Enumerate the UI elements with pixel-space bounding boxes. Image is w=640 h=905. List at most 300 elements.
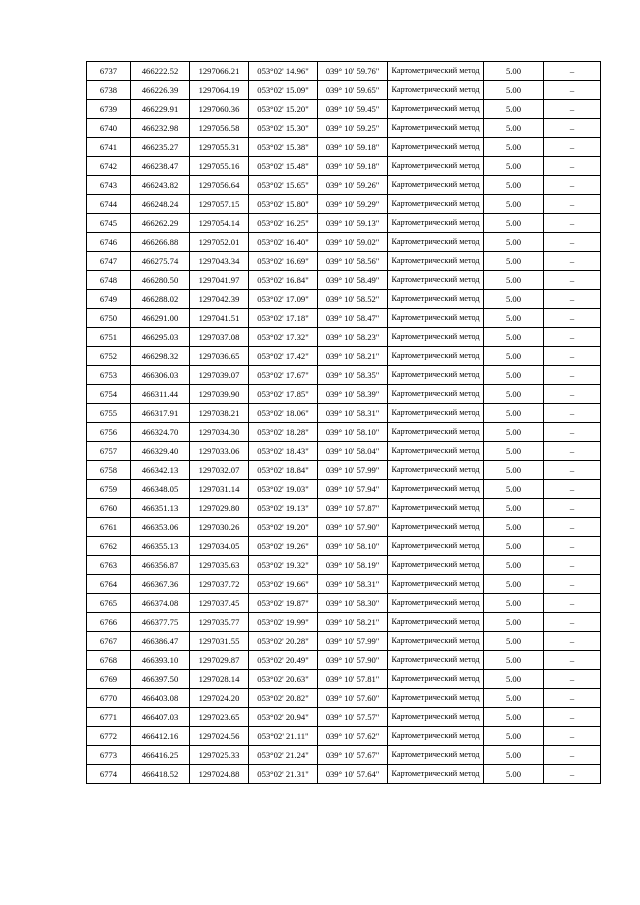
latitude-cell: 053°02' 17.85" bbox=[249, 385, 318, 404]
precision-cell: 5.00 bbox=[484, 537, 544, 556]
x-coordinate-cell: 466288.02 bbox=[131, 290, 190, 309]
dash-cell: – bbox=[544, 157, 601, 176]
point-number-cell: 6758 bbox=[87, 461, 131, 480]
point-number-cell: 6749 bbox=[87, 290, 131, 309]
precision-cell: 5.00 bbox=[484, 233, 544, 252]
longitude-cell: 039° 10' 57.94" bbox=[318, 480, 388, 499]
latitude-cell: 053°02' 16.25" bbox=[249, 214, 318, 233]
longitude-cell: 039° 10' 57.60" bbox=[318, 689, 388, 708]
dash-cell: – bbox=[544, 689, 601, 708]
longitude-cell: 039° 10' 59.26" bbox=[318, 176, 388, 195]
y-coordinate-cell: 1297025.33 bbox=[190, 746, 249, 765]
point-number-cell: 6770 bbox=[87, 689, 131, 708]
x-coordinate-cell: 466412.16 bbox=[131, 727, 190, 746]
y-coordinate-cell: 1297060.36 bbox=[190, 100, 249, 119]
precision-cell: 5.00 bbox=[484, 575, 544, 594]
dash-cell: – bbox=[544, 252, 601, 271]
x-coordinate-cell: 466248.24 bbox=[131, 195, 190, 214]
x-coordinate-cell: 466351.13 bbox=[131, 499, 190, 518]
method-cell: Картометрический метод bbox=[388, 632, 484, 651]
method-cell: Картометрический метод bbox=[388, 347, 484, 366]
precision-cell: 5.00 bbox=[484, 461, 544, 480]
point-number-cell: 6764 bbox=[87, 575, 131, 594]
latitude-cell: 053°02' 19.20" bbox=[249, 518, 318, 537]
x-coordinate-cell: 466407.03 bbox=[131, 708, 190, 727]
dash-cell: – bbox=[544, 138, 601, 157]
coordinates-table-body bbox=[87, 62, 601, 784]
precision-cell: 5.00 bbox=[484, 271, 544, 290]
longitude-cell: 039° 10' 57.64" bbox=[318, 765, 388, 784]
method-cell: Картометрический метод bbox=[388, 651, 484, 670]
method-cell: Картометрический метод bbox=[388, 556, 484, 575]
dash-cell: – bbox=[544, 233, 601, 252]
method-cell: Картометрический метод bbox=[388, 119, 484, 138]
y-coordinate-cell: 1297037.08 bbox=[190, 328, 249, 347]
table-row bbox=[87, 81, 601, 100]
y-coordinate-cell: 1297033.06 bbox=[190, 442, 249, 461]
latitude-cell: 053°02' 15.30" bbox=[249, 119, 318, 138]
table-row bbox=[87, 765, 601, 784]
longitude-cell: 039° 10' 58.21" bbox=[318, 613, 388, 632]
table-row bbox=[87, 423, 601, 442]
table-row bbox=[87, 366, 601, 385]
precision-cell: 5.00 bbox=[484, 518, 544, 537]
longitude-cell: 039° 10' 58.21" bbox=[318, 347, 388, 366]
dash-cell: – bbox=[544, 594, 601, 613]
point-number-cell: 6753 bbox=[87, 366, 131, 385]
point-number-cell: 6737 bbox=[87, 62, 131, 81]
longitude-cell: 039° 10' 59.18" bbox=[318, 157, 388, 176]
longitude-cell: 039° 10' 59.76" bbox=[318, 62, 388, 81]
y-coordinate-cell: 1297034.05 bbox=[190, 537, 249, 556]
latitude-cell: 053°02' 15.48" bbox=[249, 157, 318, 176]
method-cell: Картометрический метод bbox=[388, 537, 484, 556]
y-coordinate-cell: 1297055.16 bbox=[190, 157, 249, 176]
x-coordinate-cell: 466232.98 bbox=[131, 119, 190, 138]
y-coordinate-cell: 1297028.14 bbox=[190, 670, 249, 689]
point-number-cell: 6742 bbox=[87, 157, 131, 176]
dash-cell: – bbox=[544, 176, 601, 195]
point-number-cell: 6747 bbox=[87, 252, 131, 271]
method-cell: Картометрический метод bbox=[388, 594, 484, 613]
longitude-cell: 039° 10' 58.10" bbox=[318, 423, 388, 442]
longitude-cell: 039° 10' 57.67" bbox=[318, 746, 388, 765]
y-coordinate-cell: 1297056.58 bbox=[190, 119, 249, 138]
latitude-cell: 053°02' 20.28" bbox=[249, 632, 318, 651]
longitude-cell: 039° 10' 59.13" bbox=[318, 214, 388, 233]
precision-cell: 5.00 bbox=[484, 613, 544, 632]
latitude-cell: 053°02' 16.40" bbox=[249, 233, 318, 252]
method-cell: Картометрический метод bbox=[388, 708, 484, 727]
dash-cell: – bbox=[544, 214, 601, 233]
x-coordinate-cell: 466311.44 bbox=[131, 385, 190, 404]
dash-cell: – bbox=[544, 461, 601, 480]
table-row bbox=[87, 100, 601, 119]
y-coordinate-cell: 1297055.31 bbox=[190, 138, 249, 157]
longitude-cell: 039° 10' 58.30" bbox=[318, 594, 388, 613]
method-cell: Картометрический метод bbox=[388, 290, 484, 309]
latitude-cell: 053°02' 20.63" bbox=[249, 670, 318, 689]
latitude-cell: 053°02' 17.32" bbox=[249, 328, 318, 347]
method-cell: Картометрический метод bbox=[388, 252, 484, 271]
table-row bbox=[87, 309, 601, 328]
dash-cell: – bbox=[544, 651, 601, 670]
point-number-cell: 6743 bbox=[87, 176, 131, 195]
latitude-cell: 053°02' 20.94" bbox=[249, 708, 318, 727]
precision-cell: 5.00 bbox=[484, 366, 544, 385]
table-row bbox=[87, 689, 601, 708]
precision-cell: 5.00 bbox=[484, 119, 544, 138]
y-coordinate-cell: 1297037.72 bbox=[190, 575, 249, 594]
x-coordinate-cell: 466348.05 bbox=[131, 480, 190, 499]
dash-cell: – bbox=[544, 537, 601, 556]
table-row bbox=[87, 575, 601, 594]
latitude-cell: 053°02' 17.18" bbox=[249, 309, 318, 328]
precision-cell: 5.00 bbox=[484, 195, 544, 214]
precision-cell: 5.00 bbox=[484, 727, 544, 746]
latitude-cell: 053°02' 21.31" bbox=[249, 765, 318, 784]
longitude-cell: 039° 10' 59.25" bbox=[318, 119, 388, 138]
point-number-cell: 6769 bbox=[87, 670, 131, 689]
longitude-cell: 039° 10' 57.87" bbox=[318, 499, 388, 518]
x-coordinate-cell: 466275.74 bbox=[131, 252, 190, 271]
precision-cell: 5.00 bbox=[484, 62, 544, 81]
point-number-cell: 6745 bbox=[87, 214, 131, 233]
longitude-cell: 039° 10' 57.90" bbox=[318, 518, 388, 537]
table-row bbox=[87, 632, 601, 651]
point-number-cell: 6774 bbox=[87, 765, 131, 784]
x-coordinate-cell: 466416.25 bbox=[131, 746, 190, 765]
x-coordinate-cell: 466291.00 bbox=[131, 309, 190, 328]
dash-cell: – bbox=[544, 81, 601, 100]
latitude-cell: 053°02' 19.66" bbox=[249, 575, 318, 594]
latitude-cell: 053°02' 17.09" bbox=[249, 290, 318, 309]
longitude-cell: 039° 10' 58.31" bbox=[318, 575, 388, 594]
method-cell: Картометрический метод bbox=[388, 575, 484, 594]
y-coordinate-cell: 1297023.65 bbox=[190, 708, 249, 727]
table-row bbox=[87, 176, 601, 195]
point-number-cell: 6772 bbox=[87, 727, 131, 746]
point-number-cell: 6751 bbox=[87, 328, 131, 347]
longitude-cell: 039° 10' 58.49" bbox=[318, 271, 388, 290]
dash-cell: – bbox=[544, 100, 601, 119]
point-number-cell: 6768 bbox=[87, 651, 131, 670]
x-coordinate-cell: 466262.29 bbox=[131, 214, 190, 233]
latitude-cell: 053°02' 18.06" bbox=[249, 404, 318, 423]
y-coordinate-cell: 1297035.63 bbox=[190, 556, 249, 575]
y-coordinate-cell: 1297052.01 bbox=[190, 233, 249, 252]
precision-cell: 5.00 bbox=[484, 328, 544, 347]
precision-cell: 5.00 bbox=[484, 81, 544, 100]
y-coordinate-cell: 1297054.14 bbox=[190, 214, 249, 233]
y-coordinate-cell: 1297066.21 bbox=[190, 62, 249, 81]
table-row bbox=[87, 537, 601, 556]
point-number-cell: 6766 bbox=[87, 613, 131, 632]
y-coordinate-cell: 1297031.14 bbox=[190, 480, 249, 499]
dash-cell: – bbox=[544, 556, 601, 575]
y-coordinate-cell: 1297024.88 bbox=[190, 765, 249, 784]
x-coordinate-cell: 466356.87 bbox=[131, 556, 190, 575]
table-row bbox=[87, 233, 601, 252]
point-number-cell: 6746 bbox=[87, 233, 131, 252]
x-coordinate-cell: 466397.50 bbox=[131, 670, 190, 689]
latitude-cell: 053°02' 17.67" bbox=[249, 366, 318, 385]
method-cell: Картометрический метод bbox=[388, 442, 484, 461]
table-row bbox=[87, 499, 601, 518]
x-coordinate-cell: 466377.75 bbox=[131, 613, 190, 632]
y-coordinate-cell: 1297036.65 bbox=[190, 347, 249, 366]
longitude-cell: 039° 10' 58.52" bbox=[318, 290, 388, 309]
x-coordinate-cell: 466342.13 bbox=[131, 461, 190, 480]
longitude-cell: 039° 10' 57.90" bbox=[318, 651, 388, 670]
point-number-cell: 6760 bbox=[87, 499, 131, 518]
latitude-cell: 053°02' 18.43" bbox=[249, 442, 318, 461]
x-coordinate-cell: 466393.10 bbox=[131, 651, 190, 670]
x-coordinate-cell: 466243.82 bbox=[131, 176, 190, 195]
x-coordinate-cell: 466353.06 bbox=[131, 518, 190, 537]
method-cell: Картометрический метод bbox=[388, 518, 484, 537]
longitude-cell: 039° 10' 57.99" bbox=[318, 632, 388, 651]
method-cell: Картометрический метод bbox=[388, 214, 484, 233]
method-cell: Картометрический метод bbox=[388, 499, 484, 518]
precision-cell: 5.00 bbox=[484, 746, 544, 765]
table-row bbox=[87, 404, 601, 423]
latitude-cell: 053°02' 19.26" bbox=[249, 537, 318, 556]
y-coordinate-cell: 1297035.77 bbox=[190, 613, 249, 632]
latitude-cell: 053°02' 18.84" bbox=[249, 461, 318, 480]
y-coordinate-cell: 1297056.64 bbox=[190, 176, 249, 195]
dash-cell: – bbox=[544, 290, 601, 309]
table-row bbox=[87, 746, 601, 765]
longitude-cell: 039° 10' 58.04" bbox=[318, 442, 388, 461]
precision-cell: 5.00 bbox=[484, 499, 544, 518]
precision-cell: 5.00 bbox=[484, 157, 544, 176]
x-coordinate-cell: 466238.47 bbox=[131, 157, 190, 176]
latitude-cell: 053°02' 21.24" bbox=[249, 746, 318, 765]
table-row bbox=[87, 480, 601, 499]
y-coordinate-cell: 1297032.07 bbox=[190, 461, 249, 480]
precision-cell: 5.00 bbox=[484, 404, 544, 423]
y-coordinate-cell: 1297031.55 bbox=[190, 632, 249, 651]
method-cell: Картометрический метод bbox=[388, 195, 484, 214]
latitude-cell: 053°02' 15.20" bbox=[249, 100, 318, 119]
y-coordinate-cell: 1297029.80 bbox=[190, 499, 249, 518]
y-coordinate-cell: 1297041.51 bbox=[190, 309, 249, 328]
point-number-cell: 6771 bbox=[87, 708, 131, 727]
point-number-cell: 6762 bbox=[87, 537, 131, 556]
latitude-cell: 053°02' 16.84" bbox=[249, 271, 318, 290]
y-coordinate-cell: 1297037.45 bbox=[190, 594, 249, 613]
precision-cell: 5.00 bbox=[484, 309, 544, 328]
longitude-cell: 039° 10' 58.39" bbox=[318, 385, 388, 404]
latitude-cell: 053°02' 21.11" bbox=[249, 727, 318, 746]
precision-cell: 5.00 bbox=[484, 347, 544, 366]
y-coordinate-cell: 1297057.15 bbox=[190, 195, 249, 214]
latitude-cell: 053°02' 19.13" bbox=[249, 499, 318, 518]
precision-cell: 5.00 bbox=[484, 214, 544, 233]
method-cell: Картометрический метод bbox=[388, 309, 484, 328]
method-cell: Картометрический метод bbox=[388, 233, 484, 252]
table-row bbox=[87, 708, 601, 727]
table-row bbox=[87, 252, 601, 271]
x-coordinate-cell: 466367.36 bbox=[131, 575, 190, 594]
y-coordinate-cell: 1297030.26 bbox=[190, 518, 249, 537]
table-row bbox=[87, 290, 601, 309]
longitude-cell: 039° 10' 57.81" bbox=[318, 670, 388, 689]
latitude-cell: 053°02' 19.03" bbox=[249, 480, 318, 499]
x-coordinate-cell: 466418.52 bbox=[131, 765, 190, 784]
longitude-cell: 039° 10' 58.56" bbox=[318, 252, 388, 271]
y-coordinate-cell: 1297038.21 bbox=[190, 404, 249, 423]
precision-cell: 5.00 bbox=[484, 594, 544, 613]
table-row bbox=[87, 727, 601, 746]
precision-cell: 5.00 bbox=[484, 689, 544, 708]
method-cell: Картометрический метод bbox=[388, 100, 484, 119]
x-coordinate-cell: 466403.08 bbox=[131, 689, 190, 708]
dash-cell: – bbox=[544, 309, 601, 328]
x-coordinate-cell: 466306.03 bbox=[131, 366, 190, 385]
method-cell: Картометрический метод bbox=[388, 138, 484, 157]
longitude-cell: 039° 10' 58.10" bbox=[318, 537, 388, 556]
x-coordinate-cell: 466235.27 bbox=[131, 138, 190, 157]
table-row bbox=[87, 385, 601, 404]
dash-cell: – bbox=[544, 575, 601, 594]
x-coordinate-cell: 466374.08 bbox=[131, 594, 190, 613]
x-coordinate-cell: 466280.50 bbox=[131, 271, 190, 290]
method-cell: Картометрический метод bbox=[388, 480, 484, 499]
point-number-cell: 6740 bbox=[87, 119, 131, 138]
point-number-cell: 6748 bbox=[87, 271, 131, 290]
table-row bbox=[87, 651, 601, 670]
dash-cell: – bbox=[544, 271, 601, 290]
longitude-cell: 039° 10' 58.35" bbox=[318, 366, 388, 385]
dash-cell: – bbox=[544, 119, 601, 138]
precision-cell: 5.00 bbox=[484, 290, 544, 309]
dash-cell: – bbox=[544, 195, 601, 214]
point-number-cell: 6765 bbox=[87, 594, 131, 613]
latitude-cell: 053°02' 15.38" bbox=[249, 138, 318, 157]
precision-cell: 5.00 bbox=[484, 670, 544, 689]
point-number-cell: 6763 bbox=[87, 556, 131, 575]
method-cell: Картометрический метод bbox=[388, 404, 484, 423]
table-row bbox=[87, 518, 601, 537]
dash-cell: – bbox=[544, 708, 601, 727]
table-row bbox=[87, 328, 601, 347]
dash-cell: – bbox=[544, 670, 601, 689]
x-coordinate-cell: 466266.88 bbox=[131, 233, 190, 252]
precision-cell: 5.00 bbox=[484, 632, 544, 651]
longitude-cell: 039° 10' 59.18" bbox=[318, 138, 388, 157]
y-coordinate-cell: 1297042.39 bbox=[190, 290, 249, 309]
longitude-cell: 039° 10' 57.99" bbox=[318, 461, 388, 480]
x-coordinate-cell: 466226.39 bbox=[131, 81, 190, 100]
y-coordinate-cell: 1297064.19 bbox=[190, 81, 249, 100]
table-row bbox=[87, 613, 601, 632]
method-cell: Картометрический метод bbox=[388, 157, 484, 176]
dash-cell: – bbox=[544, 746, 601, 765]
table-row bbox=[87, 594, 601, 613]
x-coordinate-cell: 466355.13 bbox=[131, 537, 190, 556]
method-cell: Картометрический метод bbox=[388, 689, 484, 708]
method-cell: Картометрический метод bbox=[388, 765, 484, 784]
table-row bbox=[87, 157, 601, 176]
latitude-cell: 053°02' 15.09" bbox=[249, 81, 318, 100]
precision-cell: 5.00 bbox=[484, 423, 544, 442]
method-cell: Картометрический метод bbox=[388, 366, 484, 385]
longitude-cell: 039° 10' 58.31" bbox=[318, 404, 388, 423]
method-cell: Картометрический метод bbox=[388, 613, 484, 632]
coordinates-table bbox=[86, 61, 601, 784]
method-cell: Картометрический метод bbox=[388, 423, 484, 442]
y-coordinate-cell: 1297024.56 bbox=[190, 727, 249, 746]
method-cell: Картометрический метод bbox=[388, 81, 484, 100]
point-number-cell: 6754 bbox=[87, 385, 131, 404]
latitude-cell: 053°02' 18.28" bbox=[249, 423, 318, 442]
x-coordinate-cell: 466386.47 bbox=[131, 632, 190, 651]
dash-cell: – bbox=[544, 727, 601, 746]
y-coordinate-cell: 1297039.07 bbox=[190, 366, 249, 385]
precision-cell: 5.00 bbox=[484, 765, 544, 784]
dash-cell: – bbox=[544, 613, 601, 632]
dash-cell: – bbox=[544, 366, 601, 385]
latitude-cell: 053°02' 14.96" bbox=[249, 62, 318, 81]
dash-cell: – bbox=[544, 442, 601, 461]
point-number-cell: 6750 bbox=[87, 309, 131, 328]
x-coordinate-cell: 466222.52 bbox=[131, 62, 190, 81]
method-cell: Картометрический метод bbox=[388, 62, 484, 81]
dash-cell: – bbox=[544, 404, 601, 423]
precision-cell: 5.00 bbox=[484, 651, 544, 670]
point-number-cell: 6738 bbox=[87, 81, 131, 100]
x-coordinate-cell: 466329.40 bbox=[131, 442, 190, 461]
longitude-cell: 039° 10' 58.47" bbox=[318, 309, 388, 328]
precision-cell: 5.00 bbox=[484, 442, 544, 461]
dash-cell: – bbox=[544, 480, 601, 499]
point-number-cell: 6759 bbox=[87, 480, 131, 499]
method-cell: Картометрический метод bbox=[388, 271, 484, 290]
table-row bbox=[87, 271, 601, 290]
latitude-cell: 053°02' 19.32" bbox=[249, 556, 318, 575]
latitude-cell: 053°02' 17.42" bbox=[249, 347, 318, 366]
method-cell: Картометрический метод bbox=[388, 461, 484, 480]
point-number-cell: 6752 bbox=[87, 347, 131, 366]
y-coordinate-cell: 1297039.90 bbox=[190, 385, 249, 404]
latitude-cell: 053°02' 19.99" bbox=[249, 613, 318, 632]
coordinates-table-container bbox=[86, 61, 601, 784]
y-coordinate-cell: 1297043.34 bbox=[190, 252, 249, 271]
method-cell: Картометрический метод bbox=[388, 670, 484, 689]
latitude-cell: 053°02' 19.87" bbox=[249, 594, 318, 613]
precision-cell: 5.00 bbox=[484, 556, 544, 575]
point-number-cell: 6773 bbox=[87, 746, 131, 765]
y-coordinate-cell: 1297024.20 bbox=[190, 689, 249, 708]
longitude-cell: 039° 10' 59.65" bbox=[318, 81, 388, 100]
method-cell: Картометрический метод bbox=[388, 328, 484, 347]
y-coordinate-cell: 1297029.87 bbox=[190, 651, 249, 670]
dash-cell: – bbox=[544, 632, 601, 651]
table-row bbox=[87, 347, 601, 366]
point-number-cell: 6756 bbox=[87, 423, 131, 442]
latitude-cell: 053°02' 15.65" bbox=[249, 176, 318, 195]
precision-cell: 5.00 bbox=[484, 385, 544, 404]
point-number-cell: 6757 bbox=[87, 442, 131, 461]
precision-cell: 5.00 bbox=[484, 252, 544, 271]
dash-cell: – bbox=[544, 518, 601, 537]
dash-cell: – bbox=[544, 423, 601, 442]
method-cell: Картометрический метод bbox=[388, 727, 484, 746]
point-number-cell: 6744 bbox=[87, 195, 131, 214]
point-number-cell: 6739 bbox=[87, 100, 131, 119]
